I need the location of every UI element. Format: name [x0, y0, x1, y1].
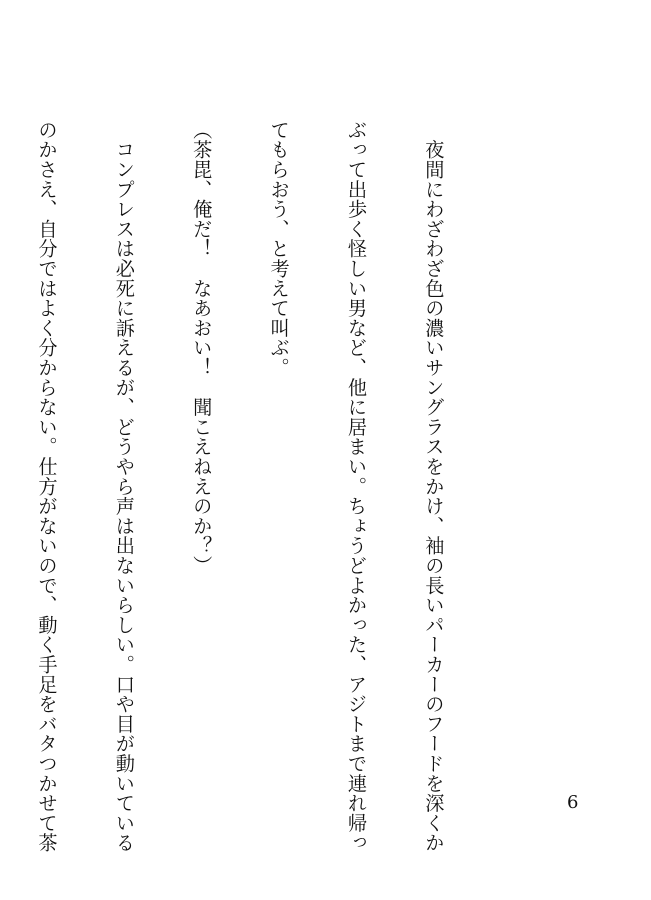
vertical-text-body [35, 120, 498, 853]
text-line: コンプレスは必死に訴えるが、どうやら声は出ないらしい。口や目が動いている [112, 120, 136, 853]
text-line: てもらおう、と考えて叫ぶ。 [267, 120, 291, 378]
page-number: 6 [567, 792, 579, 813]
text-line: ぶって出歩く怪しい男など、他に居まい。ちょうどよかった、アジトまで連れ帰っ [345, 120, 369, 853]
text-line: 夜間にわざわざ色の濃いサングラスをかけ、袖の長いパーカーのフードを深くか [422, 120, 446, 853]
text-line: のかさえ、自分ではよく分からない。仕方がないので、動く手足をバタつかせて茶 [35, 120, 59, 853]
text-line: （茶毘、俺だ！ なあおい！ 聞こえねえのか？） [190, 120, 214, 576]
